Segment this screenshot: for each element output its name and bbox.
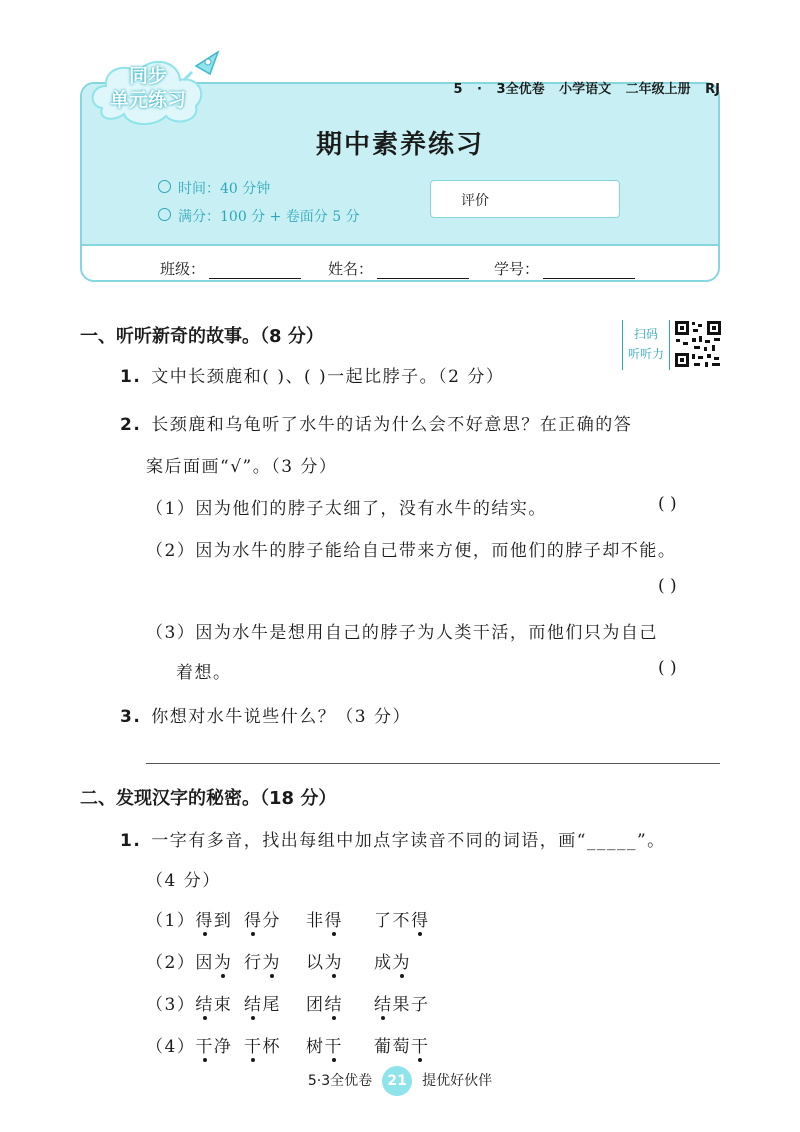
word-part: 果子 — [392, 995, 430, 1015]
evaluation-label: 评价 — [461, 193, 489, 209]
number-blank[interactable] — [543, 264, 635, 279]
name-blank[interactable] — [377, 264, 469, 279]
word-option[interactable] — [244, 990, 281, 1015]
word-option[interactable] — [306, 1032, 343, 1057]
name-label: 姓名： — [328, 260, 374, 278]
s1-q2-number: 2. — [120, 415, 142, 435]
footer — [0, 1066, 800, 1096]
dotted-character: 得 — [195, 906, 214, 931]
s1-q2-line1: 长颈鹿和乌龟听了水牛的话为什么会不好意思？在正确的答 — [151, 415, 633, 435]
word-option[interactable] — [146, 1032, 232, 1057]
qr-label-line1: 扫码 — [633, 327, 658, 341]
qr-code-icon[interactable] — [674, 320, 722, 368]
check-circle-icon — [158, 208, 171, 221]
word-part: 杯 — [262, 1037, 281, 1057]
badge-line-1: 同步 — [128, 65, 167, 87]
group-label: （2） — [146, 953, 196, 973]
word-part: 葡萄 — [374, 1037, 411, 1057]
word-option[interactable] — [374, 990, 430, 1015]
dotted-character: 为 — [325, 948, 344, 973]
unit-badge — [88, 48, 228, 130]
s2-q1-line1: 一字有多音，找出每组中加点字读音不同的词语，画“_____”。 — [151, 831, 666, 851]
word-option[interactable] — [146, 948, 232, 973]
word-option[interactable] — [244, 906, 281, 931]
word-part: 束 — [213, 995, 233, 1015]
s1-question-2 — [120, 410, 632, 435]
word-option[interactable] — [146, 990, 232, 1015]
word-part: 以 — [306, 953, 325, 973]
s1-q2-option-1-answer[interactable]: ( ) — [658, 494, 677, 514]
word-option[interactable] — [306, 990, 343, 1015]
word-part: 成 — [374, 953, 393, 973]
dotted-character: 为 — [263, 948, 282, 973]
word-option[interactable] — [244, 1032, 281, 1057]
s1-q2-option-2-answer[interactable]: ( ) — [658, 576, 677, 596]
s1-q2-option-3-cont: 着想。 — [176, 663, 232, 683]
dotted-character: 结 — [195, 990, 214, 1015]
footer-brand: 5·3全优卷 — [307, 1073, 373, 1089]
s1-q1-number: 1. — [120, 367, 142, 387]
s1-q2-option-2: （2）因为水牛的脖子能给自己带来方便，而他们的脖子却不能。 — [146, 541, 677, 561]
s1-q2-option-3-answer[interactable]: ( ) — [658, 658, 677, 678]
word-part: 到 — [213, 911, 233, 931]
s1-q2-line2: 案后面画“√”。（3 分） — [146, 457, 338, 477]
dotted-character: 得 — [325, 906, 344, 931]
word-part: 分 — [262, 911, 281, 931]
class-label: 班级： — [160, 260, 206, 278]
s2-q1-line2: （4 分） — [146, 871, 221, 891]
dotted-character: 得 — [411, 906, 430, 931]
section2-heading: 二、发现汉字的秘密。（18 分） — [80, 788, 337, 809]
s1-question-3 — [120, 702, 411, 727]
dotted-character: 结 — [374, 990, 393, 1015]
word-option[interactable] — [374, 906, 430, 931]
group-label: （3） — [146, 995, 196, 1015]
page-title: 期中素养练习 — [315, 130, 484, 160]
s1-q2-option-3: （3）因为水牛是想用自己的脖子为人类干活，而他们只为自己 — [146, 623, 658, 643]
s1-q3-text: 你想对水牛说些什么？（3 分） — [151, 707, 412, 727]
score-text: 满分：100 分 + 卷面分 5 分 — [178, 209, 360, 225]
score-info — [178, 206, 360, 226]
s1-question-1 — [120, 362, 504, 387]
qr-label — [622, 320, 670, 370]
page-number: 21 — [382, 1066, 412, 1096]
time-text: 时间：40 分钟 — [178, 181, 271, 197]
word-option[interactable] — [374, 948, 411, 973]
dotted-character: 为 — [393, 948, 412, 973]
group-label: （4） — [146, 1037, 196, 1057]
series-info: 5 · 3全优卷 小学语文 二年级上册 RJ — [453, 82, 720, 97]
s1-q1-text[interactable]: 文中长颈鹿和( )、( )一起比脖子。（2 分） — [151, 367, 505, 387]
class-blank[interactable] — [209, 264, 301, 279]
word-part: 团 — [306, 995, 325, 1015]
class-field[interactable] — [160, 258, 301, 279]
dotted-character: 结 — [244, 990, 263, 1015]
s1-q3-number: 3. — [120, 707, 142, 727]
s2-question-1 — [120, 826, 666, 851]
word-option[interactable] — [306, 948, 343, 973]
evaluation-box[interactable] — [430, 180, 620, 218]
dotted-character: 干 — [411, 1032, 430, 1057]
name-field[interactable] — [328, 258, 469, 279]
dotted-character: 为 — [214, 948, 233, 973]
word-option[interactable] — [306, 906, 343, 931]
word-part: 行 — [244, 953, 263, 973]
number-label: 学号： — [494, 260, 540, 278]
dotted-character: 得 — [244, 906, 263, 931]
word-option[interactable] — [374, 1032, 430, 1057]
footer-slogan: 提优好伙伴 — [422, 1073, 493, 1089]
dotted-character: 干 — [244, 1032, 263, 1057]
badge-line-2: 单元练习 — [109, 89, 186, 111]
word-part: 尾 — [262, 995, 281, 1015]
dotted-character: 结 — [325, 990, 344, 1015]
word-part: 树 — [306, 1037, 325, 1057]
word-part: 因 — [195, 953, 214, 973]
word-option[interactable] — [146, 906, 232, 931]
dotted-character: 干 — [195, 1032, 214, 1057]
word-option[interactable] — [244, 948, 281, 973]
dotted-character: 干 — [325, 1032, 344, 1057]
word-part: 了不 — [374, 911, 411, 931]
word-part: 净 — [213, 1037, 233, 1057]
s2-q1-number: 1. — [120, 831, 142, 851]
s1-q2-option-1: （1）因为他们的脖子太细了，没有水牛的结实。 — [146, 499, 547, 519]
qr-label-line2: 听听力 — [627, 347, 664, 361]
clock-icon — [158, 180, 171, 193]
answer-line[interactable] — [146, 763, 720, 764]
group-label: （1） — [146, 911, 196, 931]
time-info — [178, 178, 270, 198]
section1-heading: 一、听听新奇的故事。（8 分） — [80, 326, 324, 347]
number-field[interactable] — [494, 258, 635, 279]
word-part: 非 — [306, 911, 325, 931]
